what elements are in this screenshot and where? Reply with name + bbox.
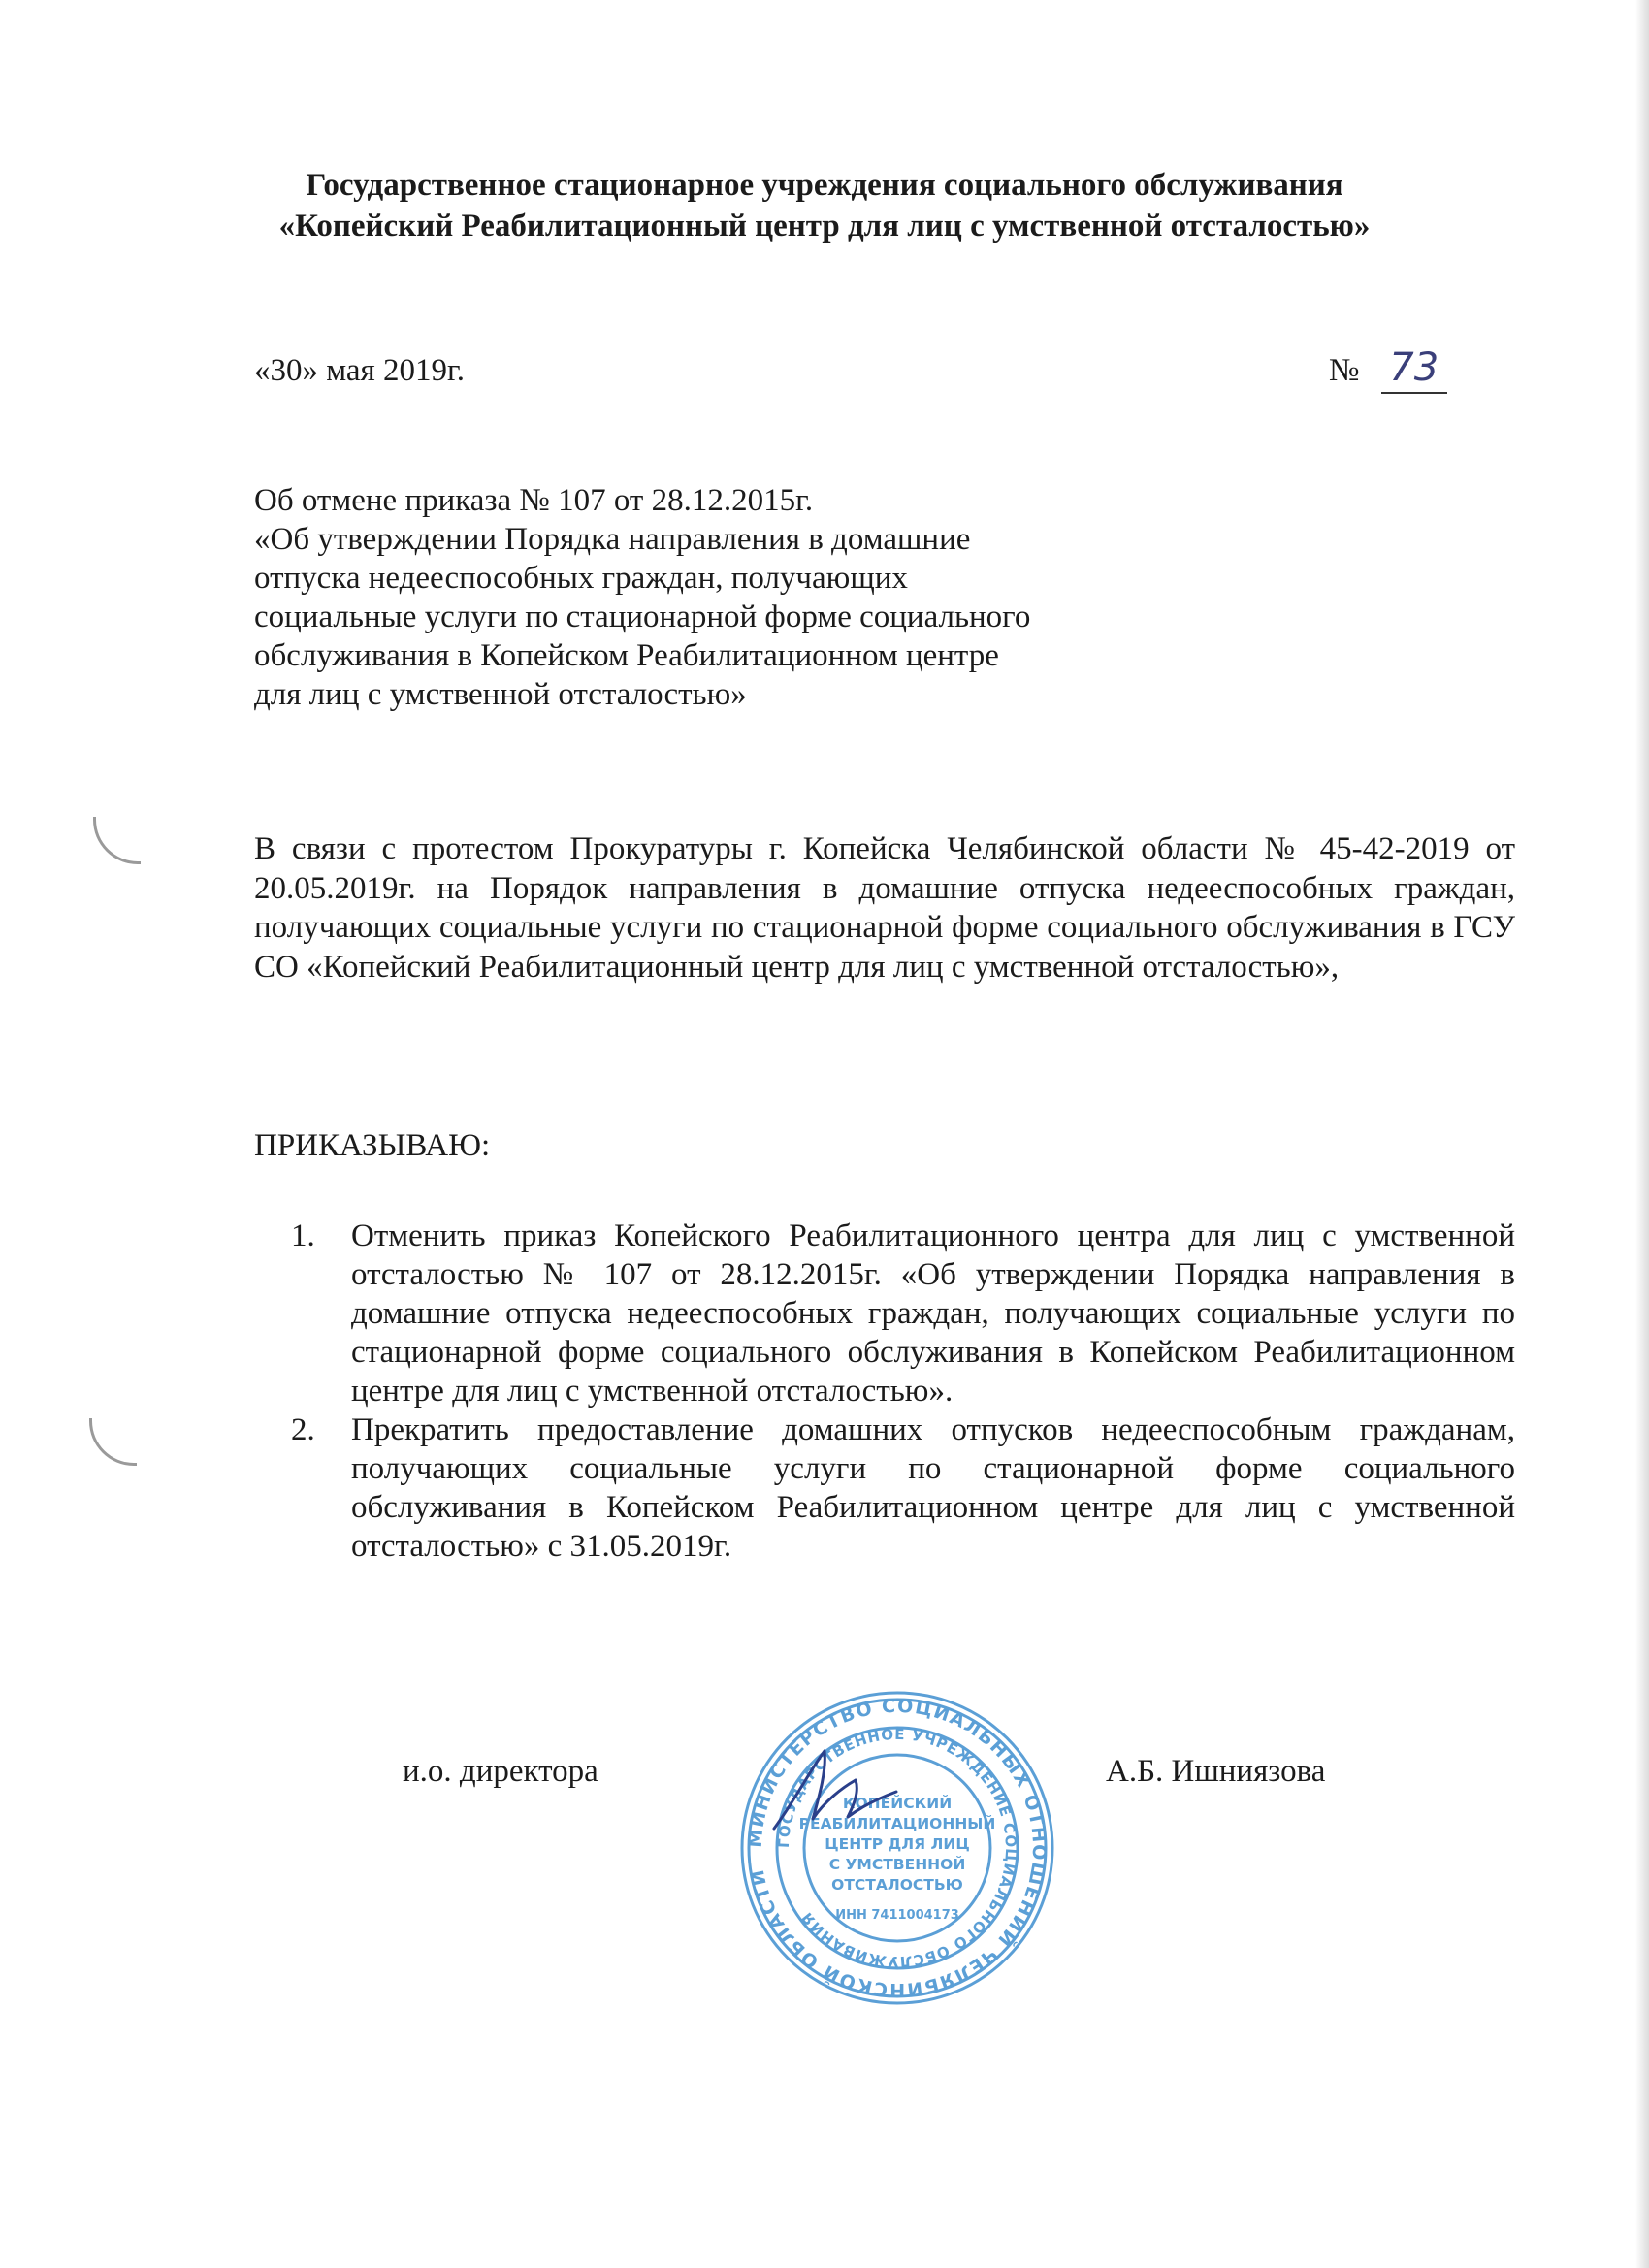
order-heading: ПРИКАЗЫВАЮ: bbox=[254, 1128, 491, 1163]
document-number-value: 73 bbox=[1381, 345, 1447, 394]
organization-header bbox=[146, 165, 1504, 246]
subject-line: «Об утверждении Порядка направления в домашние bbox=[254, 522, 971, 557]
order-items-list bbox=[291, 1216, 1515, 1566]
stamp-center-line: ОТСТАЛОСТЬЮ bbox=[831, 1876, 963, 1894]
signatory-role: и.о. директора bbox=[403, 1754, 598, 1789]
organization-header-line2: «Копейский Реабилитационный центр для лиц с умственной отсталостью» bbox=[278, 209, 1371, 243]
preamble-paragraph: В связи с протестом Прокуратуры г. Копейска Челябинской области № 45-42-2019 от 20.05.2019г. на Порядок направления в домашние отпуска недееспособных граждан, получающих социальные услуги по стационарной форме социального обслуживания в ГСУ СО «Копейский Реабилитационный центр для лиц с умственной отсталостью», bbox=[254, 831, 1515, 985]
order-subject bbox=[254, 481, 1224, 714]
stamp-center-line: РЕАБИЛИТАЦИОННЫЙ bbox=[798, 1815, 996, 1832]
punch-hole-mark bbox=[93, 817, 141, 864]
subject-line: социальные услуги по стационарной форме социального bbox=[254, 599, 1031, 634]
subject-line: обслуживания в Копейском Реабилитационном центре bbox=[254, 638, 999, 673]
document-date: «30» мая 2019г. bbox=[254, 353, 466, 388]
subject-line: для лиц с умственной отсталостью» bbox=[254, 677, 747, 712]
handwritten-signature bbox=[766, 1741, 902, 1848]
document-number bbox=[1329, 345, 1447, 394]
stamp-outer-text: МИНИСТЕРСТВО СОЦИАЛЬНЫХ ОТНОШЕНИЙ ЧЕЛЯБИНСКОЙ ОБЛАСТИ bbox=[744, 1695, 1051, 2001]
scan-page-edge bbox=[1635, 0, 1649, 2268]
stamp-inn-text: ИНН 7411004173 bbox=[835, 1908, 959, 1923]
order-item-text: Прекратить предоставление домашних отпусков недееспособным гражданам, получающих социальные услуги по стационарной форме социального обслуживания в Копейском Реабилитационном центре для лиц с умственной отсталостью» с 31.05.2019г. bbox=[351, 1412, 1515, 1564]
subject-line: отпуска недееспособных граждан, получающих bbox=[254, 561, 908, 596]
stamp-center-line: С УМСТВЕННОЙ bbox=[828, 1856, 966, 1873]
order-item-number: 1. bbox=[291, 1218, 315, 1253]
stamp-center-line: ЦЕНТР ДЛЯ ЛИЦ bbox=[824, 1835, 970, 1853]
subject-line: Об отмене приказа № 107 от 28.12.2015г. bbox=[254, 483, 814, 518]
stamp-inner-text: ГОСУДАРСТВЕННОЕ УЧРЕЖДЕНИЕ СОЦИАЛЬНОГО ОБСЛУЖИВАНИЯ bbox=[774, 1725, 1020, 1971]
order-item-number: 2. bbox=[291, 1412, 315, 1447]
official-stamp bbox=[737, 1688, 1057, 2008]
punch-hole-mark bbox=[89, 1418, 137, 1466]
organization-header-line1: Государственное стационарное учреждения социального обслуживания bbox=[306, 168, 1343, 203]
order-item bbox=[291, 1410, 1515, 1566]
document-number-label: № bbox=[1329, 353, 1360, 388]
stamp-center-line: КОПЕЙСКИЙ bbox=[842, 1795, 953, 1812]
order-item-text: Отменить приказ Копейского Реабилитационного центра для лиц с умственной отсталостью № 107 от 28.12.2015г. «Об утверждении Порядка направления в домашние отпуска недееспособных граждан, получающих социальные услуги по стационарной форме социального обслуживания в Копейском Реабилитационном центре для лиц с умственной отсталостью». bbox=[351, 1218, 1515, 1409]
signatory-name: А.Б. Ишниязова bbox=[1106, 1754, 1326, 1789]
order-item bbox=[291, 1216, 1515, 1410]
